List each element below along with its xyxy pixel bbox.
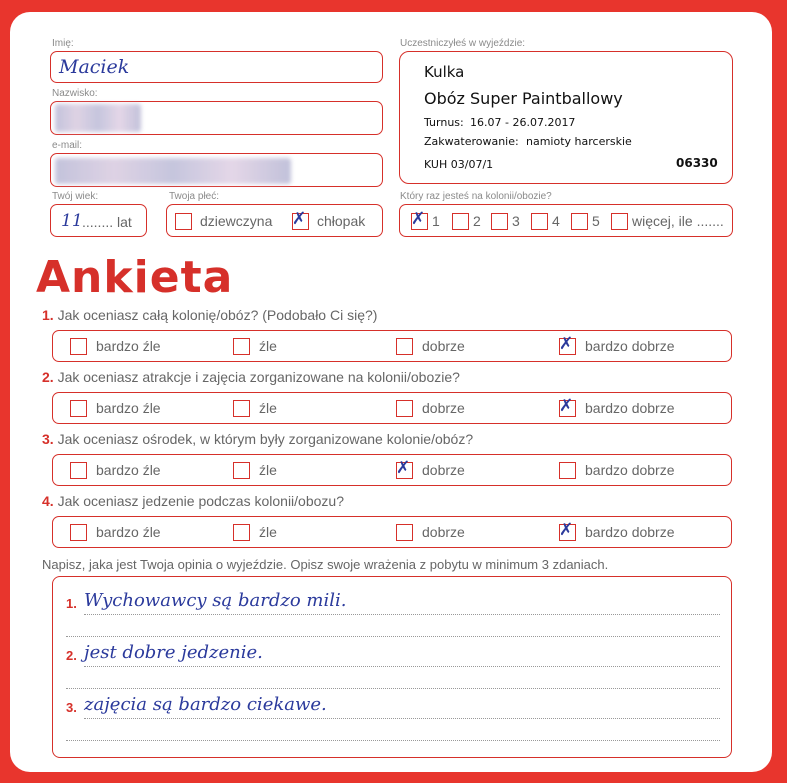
q2-label-1: źle [259, 400, 277, 416]
uczestniczyles-label: Uczestniczyłeś w wyjeździe: [400, 38, 526, 49]
redacted-surname [55, 104, 141, 132]
question-4 [42, 493, 344, 509]
question-2-number: 2. [42, 369, 54, 385]
times-checkbox-2[interactable] [491, 213, 508, 230]
times-checkbox-1[interactable] [452, 213, 469, 230]
opinion-line-1-text: Wychowawcy są bardzo mili. [84, 590, 347, 611]
wiek-suffix: ........ lat [82, 214, 132, 230]
q4-label-0: bardzo źle [96, 524, 161, 540]
turnus-value: 16.07 - 26.07.2017 [470, 116, 576, 129]
q2-checkbox-2[interactable] [396, 400, 413, 417]
opinion-line-2-rule-2 [66, 688, 720, 689]
times-checkbox-0[interactable] [411, 209, 428, 230]
camp-info-box [399, 51, 733, 184]
opinion-line-3-number: 3. [66, 700, 77, 715]
q3-checkbox-0[interactable] [70, 462, 87, 479]
q4-mark-3: ✗ [559, 520, 574, 540]
question-4-number: 4. [42, 493, 54, 509]
opinion-line-2-number: 2. [66, 648, 77, 663]
opinion-line-1-rule [84, 614, 720, 615]
q2-checkbox-3[interactable] [559, 396, 576, 417]
ktory-raz-label: Który raz jesteś na kolonii/obozie? [400, 191, 552, 202]
q4-checkbox-0[interactable] [70, 524, 87, 541]
q1-mark-3: ✗ [559, 334, 574, 354]
q2-checkbox-0[interactable] [70, 400, 87, 417]
imie-label: Imię: [52, 38, 74, 49]
times-mark-0: ✗ [411, 209, 426, 229]
times-checkbox-3[interactable] [531, 213, 548, 230]
times-checkbox-4[interactable] [571, 213, 588, 230]
gender-checkbox-0[interactable] [175, 213, 192, 230]
times-label-1: 2 [473, 213, 481, 229]
question-1 [42, 307, 377, 323]
wiek-value: 11 [61, 211, 83, 231]
question-3 [42, 431, 473, 447]
opinion-line-3-rule [84, 718, 720, 719]
email-field[interactable] [50, 153, 383, 187]
q1-label-0: bardzo źle [96, 338, 161, 354]
q4-checkbox-1[interactable] [233, 524, 250, 541]
gender-checkbox-1[interactable] [292, 209, 309, 230]
question-1-number: 1. [42, 307, 54, 323]
opinion-line-2-text: jest dobre jedzenie. [84, 642, 263, 663]
q3-label-1: źle [259, 462, 277, 478]
q3-checkbox-2[interactable] [396, 458, 413, 479]
q1-checkbox-0[interactable] [70, 338, 87, 355]
wiek-label: Twój wiek: [52, 191, 99, 202]
q1-checkbox-1[interactable] [233, 338, 250, 355]
q3-label-2: dobrze [422, 462, 465, 478]
q1-checkbox-2[interactable] [396, 338, 413, 355]
gender-mark-1: ✗ [292, 209, 307, 229]
q3-checkbox-3[interactable] [559, 462, 576, 479]
nazwisko-label: Nazwisko: [52, 88, 98, 99]
camp-title: Obóz Super Paintballowy [424, 89, 623, 108]
q1-label-2: dobrze [422, 338, 465, 354]
zakw-value: namioty harcerskie [526, 135, 632, 148]
wiek-field[interactable] [50, 204, 147, 237]
q4-label-1: źle [259, 524, 277, 540]
imie-field[interactable] [50, 51, 383, 83]
q2-mark-3: ✗ [559, 396, 574, 416]
question-4-text: Jak oceniasz jedzenie podczas kolonii/obozu? [57, 493, 344, 509]
opinion-line-1-rule-2 [66, 636, 720, 637]
q3-label-3: bardzo dobrze [585, 462, 675, 478]
opinion-line-2-rule [84, 666, 720, 667]
opinion-prompt: Napisz, jaka jest Twoja opinia o wyjeździe. Opisz swoje wrażenia z pobytu w minimum 3 zdaniach. [42, 557, 609, 572]
camp-number: 06330 [676, 156, 718, 170]
times-checkbox-5[interactable] [611, 213, 628, 230]
page-title: Ankieta [36, 252, 234, 303]
turnus-label: Turnus: [424, 116, 464, 129]
q4-label-2: dobrze [422, 524, 465, 540]
q4-checkbox-3[interactable] [559, 520, 576, 541]
email-label: e-mail: [52, 140, 83, 151]
q3-label-0: bardzo źle [96, 462, 161, 478]
times-label-4: 5 [592, 213, 600, 229]
q3-mark-2: ✗ [396, 458, 411, 478]
q2-label-3: bardzo dobrze [585, 400, 675, 416]
zakw-label: Zakwaterowanie: [424, 135, 519, 148]
q4-label-3: bardzo dobrze [585, 524, 675, 540]
q1-label-3: bardzo dobrze [585, 338, 675, 354]
times-label-0: 1 [432, 213, 440, 229]
q1-label-1: źle [259, 338, 277, 354]
camp-name: Kulka [424, 63, 465, 81]
opinion-line-3-text: zajęcia są bardzo ciekawe. [84, 694, 327, 715]
opinion-line-1-number: 1. [66, 596, 77, 611]
gender-label-1: chłopak [317, 213, 366, 229]
camp-code: KUH 03/07/1 [424, 158, 494, 171]
times-label-2: 3 [512, 213, 520, 229]
question-3-text: Jak oceniasz ośrodek, w którym były zorganizowane kolonie/obóz? [57, 431, 474, 447]
times-label-3: 4 [552, 213, 560, 229]
question-2-text: Jak oceniasz atrakcje i zajęcia zorganizowane na kolonii/obozie? [57, 369, 460, 385]
question-2 [42, 369, 460, 385]
redacted-email [55, 158, 291, 184]
plec-label: Twoja płeć: [169, 191, 220, 202]
question-1-text: Jak oceniasz całą kolonię/obóz? (Podobało Ci się?) [57, 307, 378, 323]
gender-label-0: dziewczyna [200, 213, 273, 229]
q2-label-0: bardzo źle [96, 400, 161, 416]
times-label-5: więcej, ile ....... [632, 213, 724, 229]
opinion-line-3-rule-2 [66, 740, 720, 741]
q2-label-2: dobrze [422, 400, 465, 416]
q4-checkbox-2[interactable] [396, 524, 413, 541]
q3-checkbox-1[interactable] [233, 462, 250, 479]
q1-checkbox-3[interactable] [559, 334, 576, 355]
nazwisko-field[interactable] [50, 101, 383, 135]
imie-value: Maciek [59, 56, 130, 78]
question-3-number: 3. [42, 431, 54, 447]
q2-checkbox-1[interactable] [233, 400, 250, 417]
